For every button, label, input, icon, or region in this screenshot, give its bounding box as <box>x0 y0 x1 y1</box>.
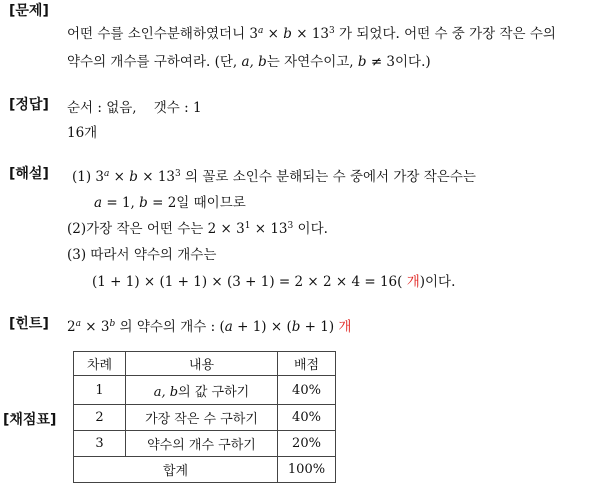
row-order: 3 <box>74 431 126 457</box>
solution-step-1 <box>72 165 476 185</box>
exponent: 3 <box>329 26 335 36</box>
solution-text: )이다. <box>419 274 456 290</box>
solution-step-3-calc <box>92 270 455 290</box>
variable: a <box>94 195 103 211</box>
row-score: 20% <box>278 431 336 457</box>
header-order: 차례 <box>74 352 126 376</box>
problem-text: 는 자연수이고, <box>266 54 358 70</box>
solution-text: (2)가장 작은 어떤 수는 2 × 3 <box>67 221 245 237</box>
row-score: 40% <box>278 376 336 405</box>
solution-text: (1) 3 <box>72 169 105 185</box>
hint-text: 의 약수의 개수 : ( <box>115 319 225 335</box>
solution-label: [해설] <box>9 166 49 182</box>
hint-text: × 3 <box>80 319 110 335</box>
problem-text: ≠ 3이다.) <box>366 54 431 70</box>
hint-text: 2 <box>67 319 76 335</box>
problem-text: 어떤 수를 소인수분해하였더니 3 <box>67 26 258 42</box>
table-row <box>74 376 336 405</box>
problem-label: [문제] <box>9 3 49 19</box>
table-header-row <box>74 352 336 376</box>
variable: b <box>139 195 148 211</box>
solution-text: (1 + 1) × (1 + 1) × (3 + 1) = 2 × 2 × 4 = 16( <box>92 274 403 290</box>
problem-text: 약수의 개수를 구하여라. (단, <box>67 54 242 70</box>
header-score: 배점 <box>278 352 336 376</box>
solution-text: 이다. <box>293 221 328 237</box>
problem-line-1 <box>67 22 556 42</box>
row-content: 가장 작은 수 구하기 <box>126 405 278 431</box>
solution-text: = 2일 때이므로 <box>147 195 246 211</box>
answer-line-1: 순서 : 없음, 갯수 : 1 <box>67 100 202 116</box>
exponent: 3 <box>287 221 294 231</box>
solution-text: × 13 <box>137 169 176 185</box>
scoring-table <box>73 351 336 483</box>
row-order: 2 <box>74 405 126 431</box>
header-content: 내용 <box>126 352 278 376</box>
solution-text: = 1, <box>102 195 140 211</box>
row-content-text: 의 값 구하기 <box>178 384 250 400</box>
exponent: a <box>75 319 81 329</box>
solution-text: 의 꼴로 소인수 분해되는 수 중에서 가장 작은수는 <box>180 169 476 185</box>
exponent: 1 <box>244 221 251 231</box>
hint-line <box>67 315 351 335</box>
total-label: 합계 <box>74 457 278 483</box>
exponent: b <box>109 319 116 329</box>
exponent: a <box>258 26 264 36</box>
total-score: 100% <box>278 457 336 483</box>
row-content: 약수의 개수 구하기 <box>126 431 278 457</box>
variable: b <box>283 26 292 42</box>
hint-text: + 1) × ( <box>232 319 292 335</box>
solution-text: × <box>109 169 130 185</box>
variable: b <box>357 54 367 70</box>
hint-label: [힌트] <box>9 316 49 332</box>
answer-label: [정답] <box>9 97 49 113</box>
problem-text: 가 되었다. 어떤 수 중 가장 작은 수의 <box>334 26 556 42</box>
solution-text: × 13 <box>250 221 288 237</box>
problem-line-2 <box>67 50 431 70</box>
row-content <box>126 376 278 405</box>
hint-highlight: 개 <box>334 319 352 335</box>
variable: a <box>224 319 233 335</box>
variable: a, b <box>241 54 267 70</box>
solution-step-2 <box>67 217 328 237</box>
solution-step-3: (3) 따라서 약수의 개수는 <box>67 247 217 263</box>
row-order: 1 <box>74 376 126 405</box>
problem-text: × 13 <box>291 26 330 42</box>
problem-text: × <box>263 26 284 42</box>
variable: b <box>291 319 301 335</box>
variable: b <box>129 169 138 185</box>
exponent: a <box>104 169 110 179</box>
hint-text: + 1) <box>300 319 335 335</box>
exponent: 3 <box>175 169 181 179</box>
table-row <box>74 431 336 457</box>
answer-highlight: 개 <box>402 274 420 290</box>
answer-line-2: 16개 <box>67 125 98 141</box>
table-row <box>74 405 336 431</box>
scoring-label: [채점표] <box>3 412 57 428</box>
variable: a, b <box>153 384 179 400</box>
table-total-row <box>74 457 336 483</box>
solution-step-1-values <box>94 191 246 211</box>
row-score: 40% <box>278 405 336 431</box>
